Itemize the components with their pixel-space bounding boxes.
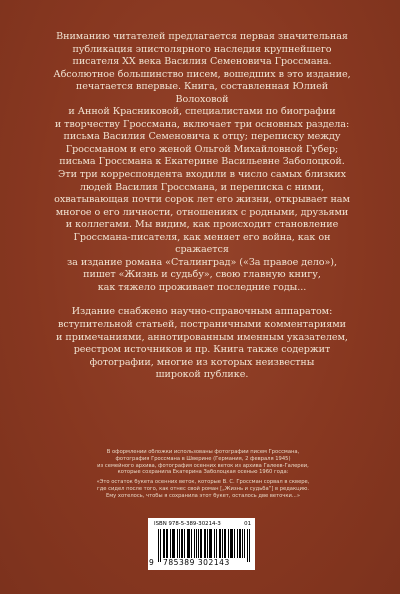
text-line: многое о его личности, отношениях с родными, друзьями bbox=[55, 206, 349, 218]
text-line: публикация эпистолярного наследия крупнейшего bbox=[72, 43, 332, 55]
book-description bbox=[52, 31, 352, 382]
barcode-bar bbox=[177, 529, 178, 558]
barcode-bar bbox=[184, 529, 185, 558]
barcode-bar bbox=[211, 529, 212, 558]
barcode-bar bbox=[247, 529, 248, 562]
text-line: Вниманию читателей предлагается первая значительная bbox=[56, 31, 348, 42]
barcode-bar bbox=[160, 529, 161, 562]
barcode-bar bbox=[232, 529, 233, 558]
text-line: Гроссманом и его женой Ольгой Михайловной Губер; bbox=[65, 143, 339, 155]
isbn-line bbox=[154, 521, 254, 527]
credits-text bbox=[72, 449, 334, 476]
text-line: фотография Гроссмана в Шверине (Германия, 2 февраля 1945) bbox=[115, 455, 291, 462]
text-line: и коллегами. Мы видим, как происходит становление bbox=[65, 219, 339, 231]
barcode-bar bbox=[224, 529, 225, 558]
text-line: «Это остаток букета осенних веток, которые В. С. Гроссман сорвал в сквере, bbox=[96, 479, 310, 486]
text-line: и Анной Красниковой, специалистами по биографии bbox=[68, 106, 336, 118]
barcode-bar bbox=[191, 529, 192, 558]
barcode-bar bbox=[201, 529, 202, 558]
barcode-bar bbox=[239, 529, 240, 558]
barcode-bar bbox=[166, 529, 167, 558]
text-line: вступительной статьей, постраничными комментариями bbox=[57, 319, 347, 331]
text-line: фотографии, многие из которых неизвестны bbox=[89, 356, 315, 368]
text-line: где сидел после того, как отнес свой роман [„Жизнь и судьба“] в редакцию. bbox=[96, 485, 310, 492]
text-line: Абсолютное большинство писем, вошедших в это издание, bbox=[53, 68, 351, 80]
barcode-bar bbox=[173, 529, 174, 558]
text-line: и творчеству Гроссмана, включает три основных раздела: bbox=[54, 118, 350, 130]
barcode-bar bbox=[194, 529, 195, 558]
text-line: письма Василия Семеновича к отцу; переписку между bbox=[63, 131, 341, 143]
text-line: письма Гроссмана к Екатерине Васильевне Заболоцкой. bbox=[59, 156, 345, 168]
barcode-bar bbox=[164, 529, 165, 558]
text-line: Эти три корреспондента входили в число самых близких bbox=[58, 169, 346, 181]
barcode-bar bbox=[181, 529, 182, 558]
barcode-digits: 785389 302143 bbox=[163, 558, 230, 567]
barcode-bar bbox=[219, 529, 220, 558]
barcode-bar bbox=[207, 529, 208, 558]
barcode-bar bbox=[158, 529, 159, 562]
text-line: Издание снабжено научно-справочным аппаратом: bbox=[71, 306, 333, 318]
text-line: Ему хотелось, чтобы я сохранила этот букет, осталось две веточки...» bbox=[105, 492, 301, 499]
text-line: В оформлении обложки использованы фотографии писем Гроссмана, bbox=[106, 449, 300, 455]
barcode-bar bbox=[209, 529, 210, 558]
isbn-addon: 01 bbox=[244, 521, 251, 527]
barcode-bar bbox=[187, 529, 188, 558]
barcode-bar bbox=[225, 529, 226, 558]
text-line: писателя XX века Василия Семеновича Гроссмана. bbox=[72, 56, 332, 68]
description-paragraph-2 bbox=[52, 306, 352, 381]
credits-quote bbox=[72, 479, 334, 499]
text-line: широкой публике. bbox=[155, 369, 249, 381]
barcode-bar bbox=[163, 529, 164, 558]
barcode-bar bbox=[249, 529, 250, 562]
barcode-bar bbox=[198, 529, 199, 558]
isbn-number: ISBN 978-5-389-30214-3 bbox=[154, 521, 221, 527]
barcode-bar bbox=[189, 529, 190, 558]
barcode-lead-digit: 9 bbox=[149, 558, 154, 567]
barcode-bar bbox=[222, 529, 223, 558]
text-line: пишет «Жизнь и судьбу», свою главную книгу, bbox=[83, 269, 321, 281]
text-line: охватывающая почти сорок лет его жизни, открывает нам bbox=[54, 194, 350, 206]
barcode-bar bbox=[179, 529, 180, 558]
barcode-bar bbox=[228, 529, 229, 558]
barcode-bar bbox=[220, 529, 221, 558]
barcode-bar bbox=[196, 529, 197, 558]
text-line: печатается впервые. Книга, составленная Юлией Волоховой bbox=[75, 81, 329, 105]
barcode-bar bbox=[234, 529, 235, 558]
barcode-bar bbox=[172, 529, 173, 558]
cover-credits bbox=[72, 449, 334, 500]
barcode-bar bbox=[174, 529, 175, 558]
text-line: людей Василия Гроссмана, и переписка с ними, bbox=[79, 181, 325, 193]
barcode-bar bbox=[244, 529, 245, 558]
barcode-bar bbox=[242, 529, 243, 558]
barcode-bar bbox=[214, 529, 215, 558]
text-line: как тяжело проживает последние годы... bbox=[97, 281, 307, 293]
text-line: Гроссмана-писателя, как меняет его война, как он сражается bbox=[73, 231, 331, 256]
barcode-bar bbox=[188, 529, 189, 558]
barcode-bar bbox=[170, 529, 171, 558]
description-paragraph-1 bbox=[52, 31, 352, 294]
text-line: и примечаниями, аннотированным именным указателем, bbox=[56, 331, 348, 343]
barcode-bar bbox=[240, 529, 241, 558]
text-line: из семейного архива, фотография осенних веток из архива Галеев-Галереи, bbox=[97, 462, 309, 469]
barcode-bar bbox=[237, 529, 238, 558]
barcode-bar bbox=[230, 529, 231, 558]
barcode-bar bbox=[182, 529, 183, 558]
barcode-bar bbox=[210, 529, 211, 558]
text-line: реестром источников и пр. Книга также содержит bbox=[73, 344, 331, 356]
barcode-bar bbox=[167, 529, 168, 558]
text-line: за издание романа «Сталинград» («За правое дело»), bbox=[66, 256, 337, 268]
text-line: которые сохранила Екатерина Заболоцкая осенью 1960 года: bbox=[117, 469, 289, 476]
barcode-bar bbox=[231, 529, 232, 558]
isbn-barcode bbox=[148, 518, 255, 570]
barcode-bar bbox=[216, 529, 217, 558]
barcode-bar bbox=[200, 529, 201, 558]
